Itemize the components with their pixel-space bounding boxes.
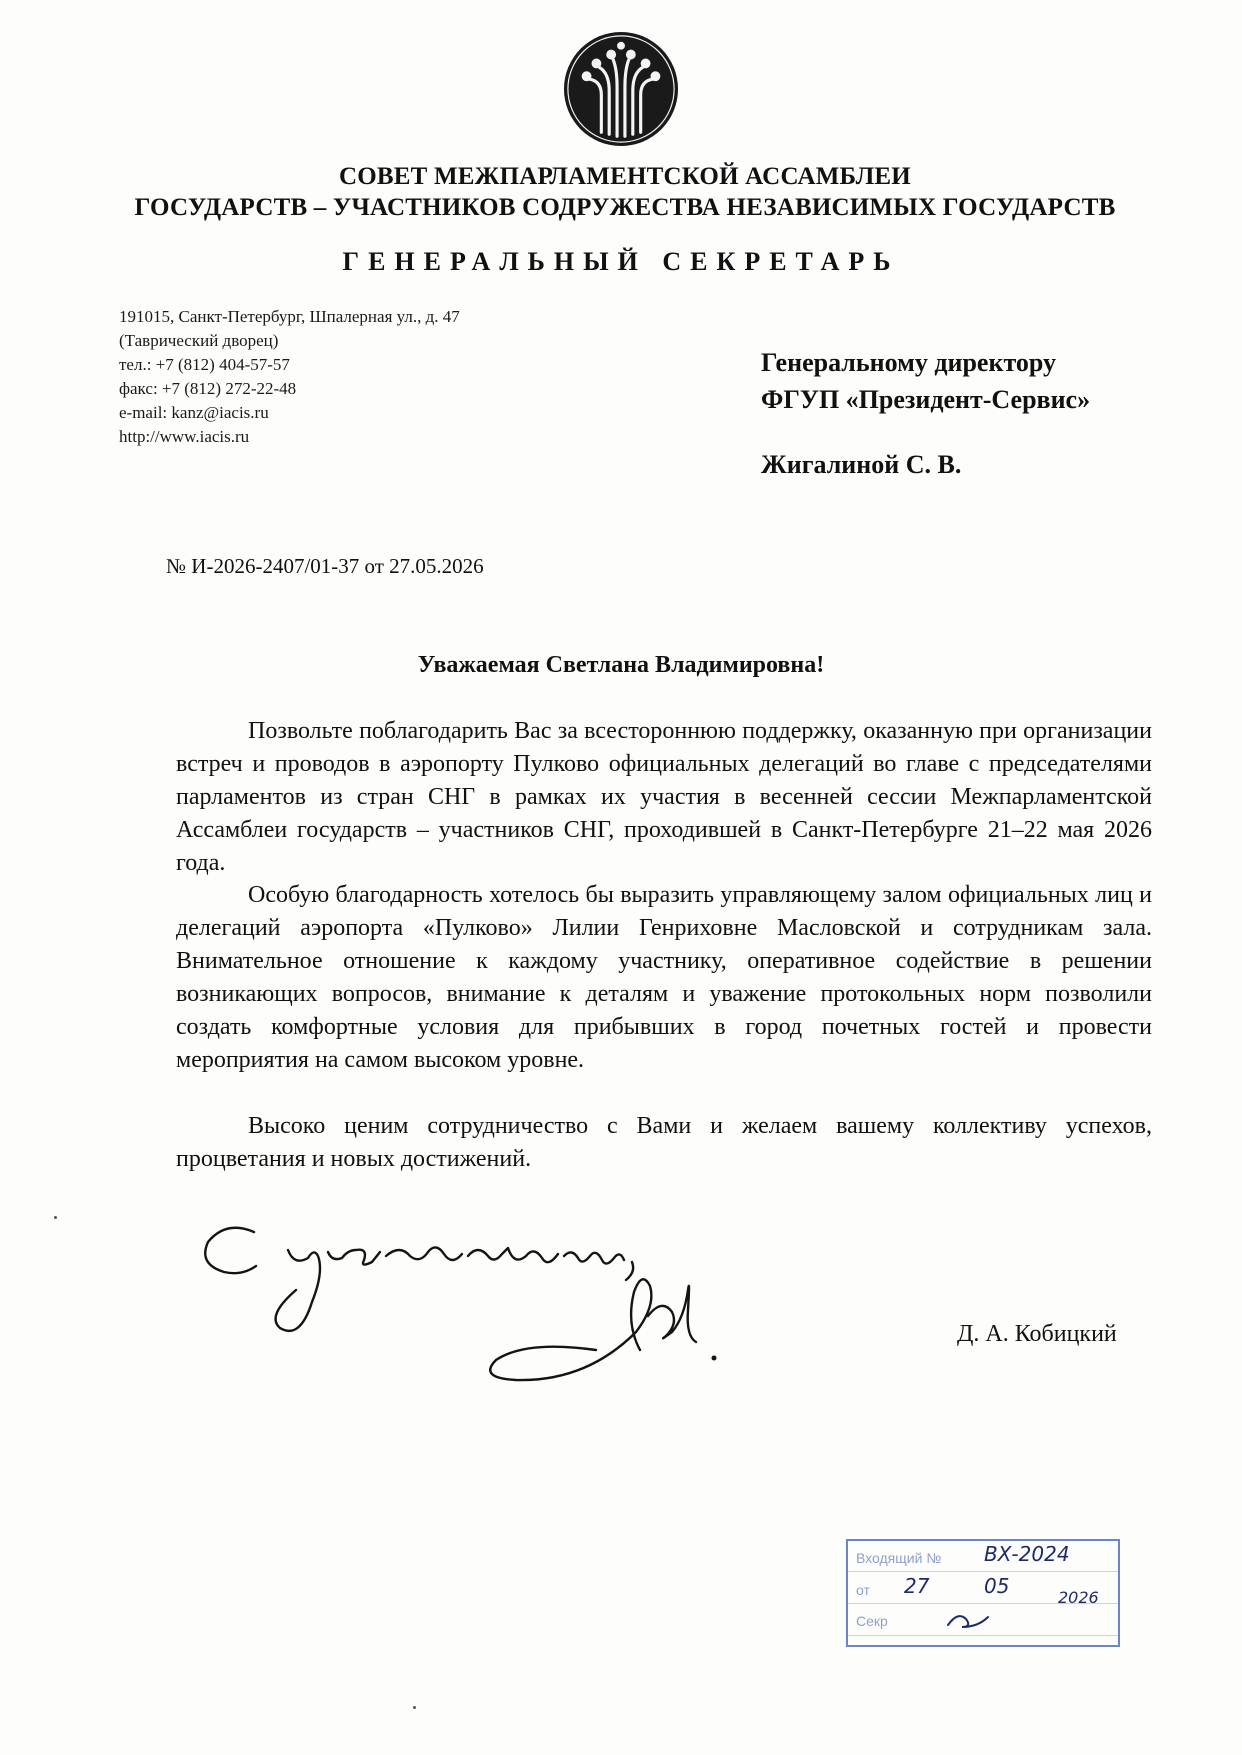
- stamp-label-incoming: Входящий №: [856, 1550, 942, 1566]
- body-paragraph-1-text: Позвольте поблагодарить Вас за всестороннюю поддержку, оказанную при организации встреч и проводов в аэропорту Пулково официальных делегаций во главе с председателями парламентов из стран СНГ в рамках их участия в весенней сессии Межпарламентской Ассамблеи государств – участников СНГ, проходившей в Санкт-Петербурге 21–22 мая 2026 года.: [176, 718, 1152, 876]
- document-reference: № И-2026-2407/01-37 от 27.05.2026: [166, 554, 484, 578]
- stamp-year: 2026: [1058, 1588, 1099, 1607]
- stamp-initials-scribble: [944, 1605, 992, 1633]
- fax-number: факс: +7 (812) 272-22-48: [119, 379, 297, 398]
- recipient-company: ФГУП «Президент-Сервис»: [761, 385, 1091, 414]
- phone-number: тел.: +7 (812) 404-57-57: [119, 355, 290, 374]
- body-paragraph-2: [176, 879, 1152, 1077]
- handwritten-closing-and-signature: [196, 1220, 816, 1390]
- organization-name-line1: СОВЕТ МЕЖПАРЛАМЕНТСКОЙ АССАМБЛЕИ: [339, 163, 911, 190]
- organization-name-line2: ГОСУДАРСТВ – УЧАСТНИКОВ СОДРУЖЕСТВА НЕЗАВИСИМЫХ ГОСУДАРСТВ: [134, 194, 1116, 221]
- scan-speck: [54, 1216, 57, 1219]
- stamp-label-from: от: [856, 1582, 870, 1598]
- recipient-position: Генеральному директору: [761, 348, 1057, 377]
- stamp-day: 27: [904, 1574, 930, 1598]
- stamp-label-secretary: Секр: [856, 1613, 888, 1629]
- address-line2: (Таврический дворец): [119, 331, 279, 350]
- recipient-name: Жигалиной С. В.: [761, 450, 962, 479]
- scan-speck: [413, 1706, 416, 1709]
- body-paragraph-3: [176, 1110, 1152, 1176]
- body-paragraph-3-text: Высоко ценим сотрудничество с Вами и желаем вашему коллективу успехов, процветания и новых достижений.: [176, 1113, 1152, 1172]
- incoming-registration-stamp: [846, 1539, 1120, 1647]
- stamp-month: 05: [984, 1574, 1010, 1598]
- greeting: Уважаемая Светлана Владимировна!: [417, 652, 825, 678]
- stamp-incoming-number: ВХ-2024: [984, 1542, 1070, 1566]
- email-address: e-mail: kanz@iacis.ru: [119, 403, 269, 422]
- letterhead-title: ГЕНЕРАЛЬНЫЙ СЕКРЕТАРЬ: [342, 247, 900, 276]
- body-paragraph-1: [176, 715, 1152, 880]
- address-line1: 191015, Санкт-Петербург, Шпалерная ул., д. 47: [119, 307, 460, 326]
- signer-name: Д. А. Кобицкий: [957, 1321, 1117, 1347]
- website-address: http://www.iacis.ru: [119, 427, 250, 446]
- body-paragraph-2-text: Особую благодарность хотелось бы выразить управляющему залом официальных лиц и делегаций аэропорта «Пулково» Лилии Генриховне Масловской и сотрудникам зала. Внимательное отношение к каждому участнику, оперативное содействие в решении возникающих вопросов, внимание к деталям и уважение протокольных норм позволили создать комфортные условия для прибывших в город почетных гостей и провести мероприятия на самом высоком уровне.: [176, 882, 1152, 1073]
- cis-emblem-logo: [562, 30, 680, 148]
